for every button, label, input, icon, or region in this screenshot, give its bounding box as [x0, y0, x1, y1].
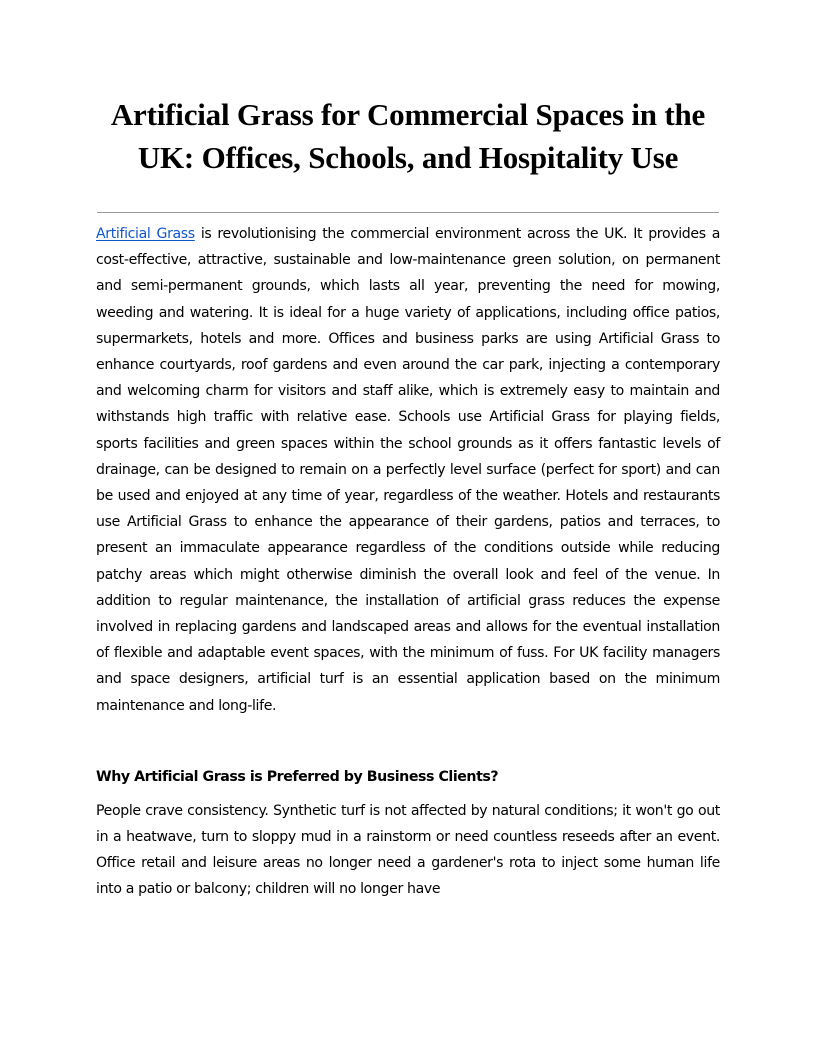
section-paragraph: People crave consistency. Synthetic turf is not affected by natural conditions; it won't go out in a heatwave, turn to sloppy mud in a rainstorm or need countless reseeds after an event. Office retail and leisure areas no longer need a gardener's rota to inject some human life into a patio or balcony; children will no longer have — [96, 802, 720, 898]
document-title: Artificial Grass for Commercial Spaces in the UK: Offices, Schools, and Hospitality Use — [110, 97, 706, 175]
intro-paragraph — [96, 221, 720, 719]
artificial-grass-link[interactable]: Artificial Grass — [96, 226, 195, 242]
section-heading: Why Artificial Grass is Preferred by Business Clients? — [96, 768, 499, 785]
horizontal-divider — [97, 212, 719, 213]
intro-paragraph-text: is revolutionising the commercial environment across the UK. It provides a cost-effective, attractive, sustainable and low-maintenance green solution, on permanent and semi-permanent grounds, which lasts all year, preventing the need for mowing, weeding and watering. It is ideal for a huge variety of applications, including office patios, supermarkets, hotels and more. Offices and business parks are using Artificial Grass to enhance courtyards, roof gardens and even around the car park, injecting a contemporary and welcoming charm for visitors and staff alike, which is extremely easy to maintain and withstands high traffic with relative ease. Schools use Artificial Grass for playing fields, sports facilities and green spaces within the school grounds as it offers fantastic levels of drainage, can be designed to remain on a perfectly level surface (perfect for sport) and can be used and enjoyed at any time of year, regardless of the weather. Hotels and restaurants use Artificial Grass to enhance the appearance of their gardens, patios and terraces, to present an immaculate appearance regardless of the conditions outside while reducing patchy areas which might otherwise diminish the overall look and feel of the venue. In addition to regular maintenance, the installation of artificial grass reduces the expense involved in replacing gardens and landscaped areas and allows for the eventual installation of flexible and adaptable event spaces, with the minimum of fuss. For UK facility managers and space designers, artificial turf is an essential application based on the minimum maintenance and long-life. — [96, 226, 720, 714]
document-page — [96, 0, 720, 903]
